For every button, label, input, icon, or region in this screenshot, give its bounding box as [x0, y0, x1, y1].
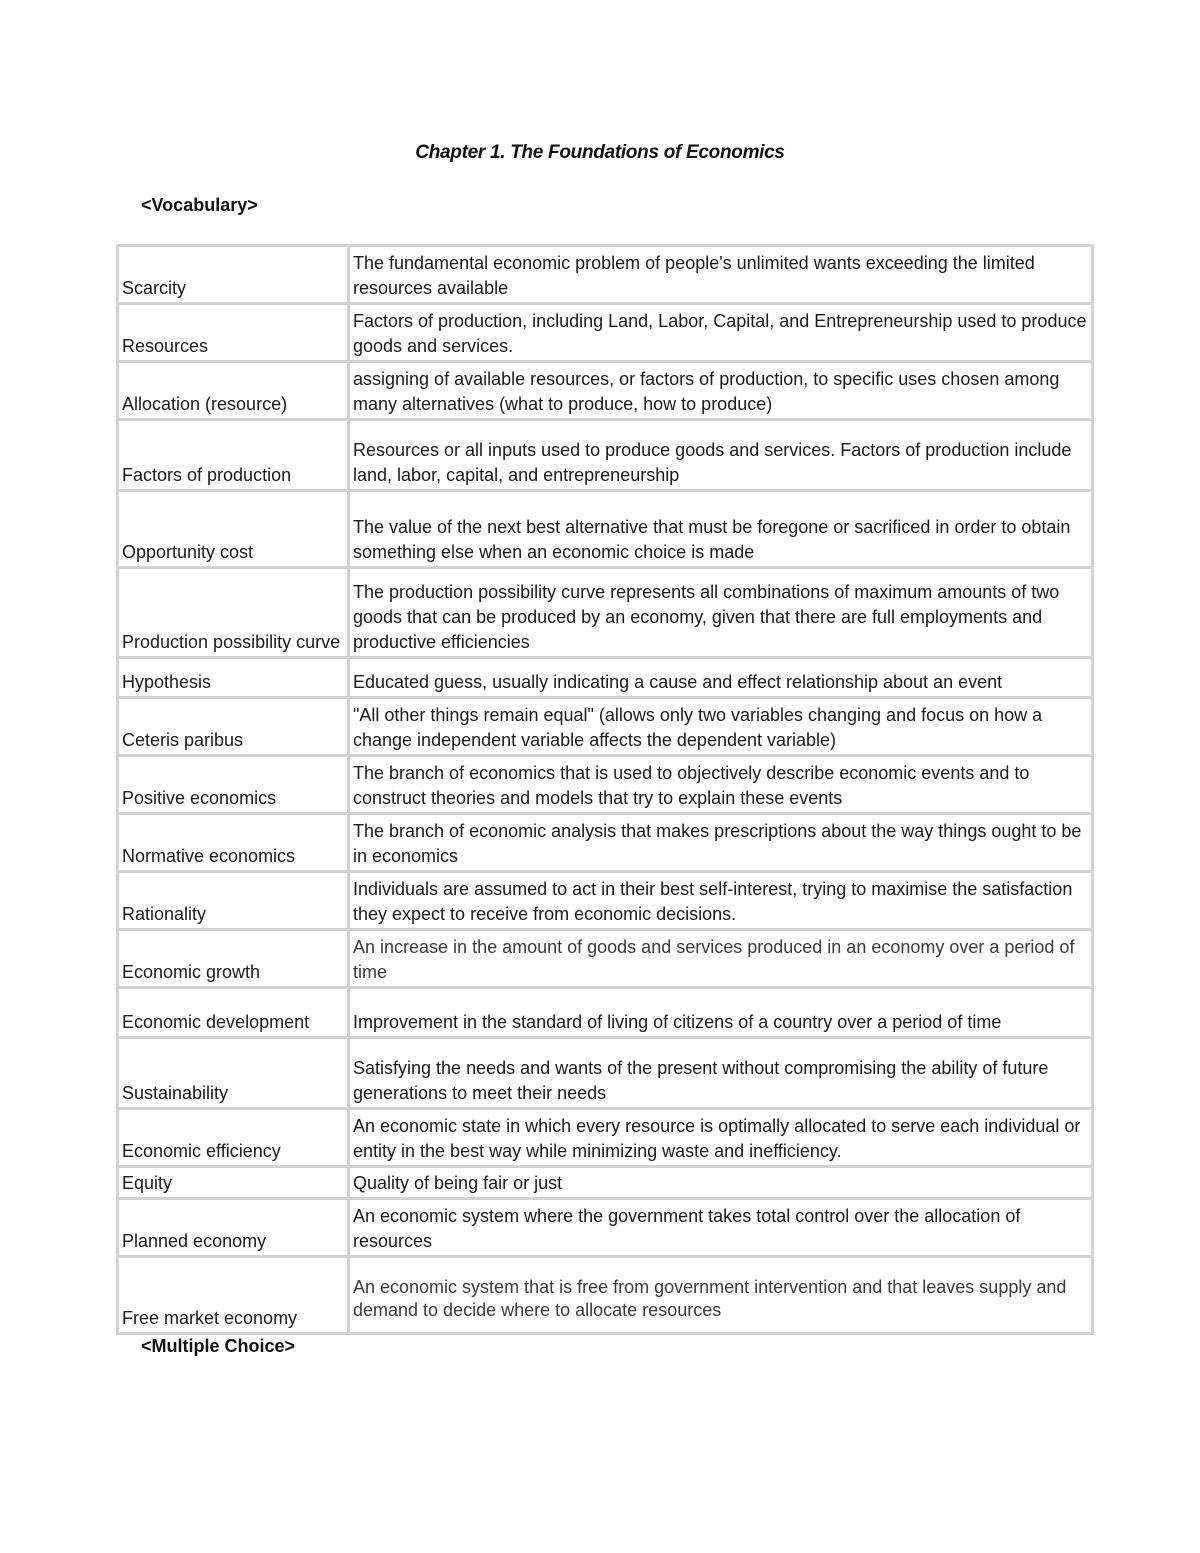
table-row [118, 362, 1093, 420]
definition-cell: An economic state in which every resource is optimally allocated to serve each individual or entity in the best way while minimizing waste and inefficiency. [349, 1109, 1093, 1167]
term-cell: Hypothesis [118, 658, 349, 698]
definition-cell: An economic system that is free from government intervention and that leaves supply and demand to decide where to allocate resources [349, 1257, 1093, 1334]
table-row [118, 930, 1093, 988]
definition-cell: Satisfying the needs and wants of the present without compromising the ability of future generations to meet their needs [349, 1038, 1093, 1109]
table-row [118, 658, 1093, 698]
definition-cell: Improvement in the standard of living of citizens of a country over a period of time [349, 988, 1093, 1038]
table-row [118, 568, 1093, 658]
definition-cell: The branch of economic analysis that makes prescriptions about the way things ought to be in economics [349, 814, 1093, 872]
table-row [118, 491, 1093, 568]
table-row [118, 988, 1093, 1038]
definition-cell: Educated guess, usually indicating a cause and effect relationship about an event [349, 658, 1093, 698]
table-row [118, 872, 1093, 930]
term-cell: Economic efficiency [118, 1109, 349, 1167]
table-row [118, 814, 1093, 872]
term-cell: Equity [118, 1167, 349, 1199]
definition-cell: An increase in the amount of goods and services produced in an economy over a period of time [349, 930, 1093, 988]
definition-cell: Resources or all inputs used to produce goods and services. Factors of production include land, labor, capital, and entrepreneurship [349, 420, 1093, 491]
document-title: Chapter 1. The Foundations of Economics [415, 142, 785, 163]
vocabulary-heading: <Vocabulary> [141, 195, 258, 215]
vocabulary-table [116, 244, 1094, 1335]
table-row [118, 1038, 1093, 1109]
multiple-choice-heading: <Multiple Choice> [141, 1336, 296, 1356]
definition-cell: The value of the next best alternative that must be foregone or sacrificed in order to obtain something else when an economic choice is made [349, 491, 1093, 568]
term-cell: Resources [118, 304, 349, 362]
term-cell: Economic development [118, 988, 349, 1038]
term-cell: Normative economics [118, 814, 349, 872]
table-row [118, 1109, 1093, 1167]
table-row [118, 304, 1093, 362]
definition-cell: "All other things remain equal" (allows only two variables changing and focus on how a change independent variable affects the dependent variable) [349, 698, 1093, 756]
term-cell: Planned economy [118, 1199, 349, 1257]
term-cell: Rationality [118, 872, 349, 930]
table-row [118, 1199, 1093, 1257]
definition-cell: The branch of economics that is used to objectively describe economic events and to construct theories and models that try to explain these events [349, 756, 1093, 814]
definition-cell: The production possibility curve represents all combinations of maximum amounts of two goods that can be produced by an economy, given that there are full employments and productive efficiencies [349, 568, 1093, 658]
definition-cell: An economic system where the government takes total control over the allocation of resources [349, 1199, 1093, 1257]
definition-cell: Individuals are assumed to act in their best self-interest, trying to maximise the satisfaction they expect to receive from economic decisions. [349, 872, 1093, 930]
term-cell: Positive economics [118, 756, 349, 814]
table-row [118, 1167, 1093, 1199]
definition-cell: assigning of available resources, or factors of production, to specific uses chosen among many alternatives (what to produce, how to produce) [349, 362, 1093, 420]
term-cell: Sustainability [118, 1038, 349, 1109]
term-cell: Factors of production [118, 420, 349, 491]
table-row [118, 420, 1093, 491]
term-cell: Ceteris paribus [118, 698, 349, 756]
term-cell: Production possibility curve [118, 568, 349, 658]
definition-cell: Factors of production, including Land, Labor, Capital, and Entrepreneurship used to produce goods and services. [349, 304, 1093, 362]
table-row [118, 1257, 1093, 1334]
definition-cell: Quality of being fair or just [349, 1167, 1093, 1199]
term-cell: Allocation (resource) [118, 362, 349, 420]
term-cell: Opportunity cost [118, 491, 349, 568]
table-row [118, 698, 1093, 756]
table-row [118, 756, 1093, 814]
term-cell: Free market economy [118, 1257, 349, 1334]
term-cell: Scarcity [118, 246, 349, 304]
definition-cell: The fundamental economic problem of people's unlimited wants exceeding the limited resources available [349, 246, 1093, 304]
term-cell: Economic growth [118, 930, 349, 988]
table-row [118, 246, 1093, 304]
